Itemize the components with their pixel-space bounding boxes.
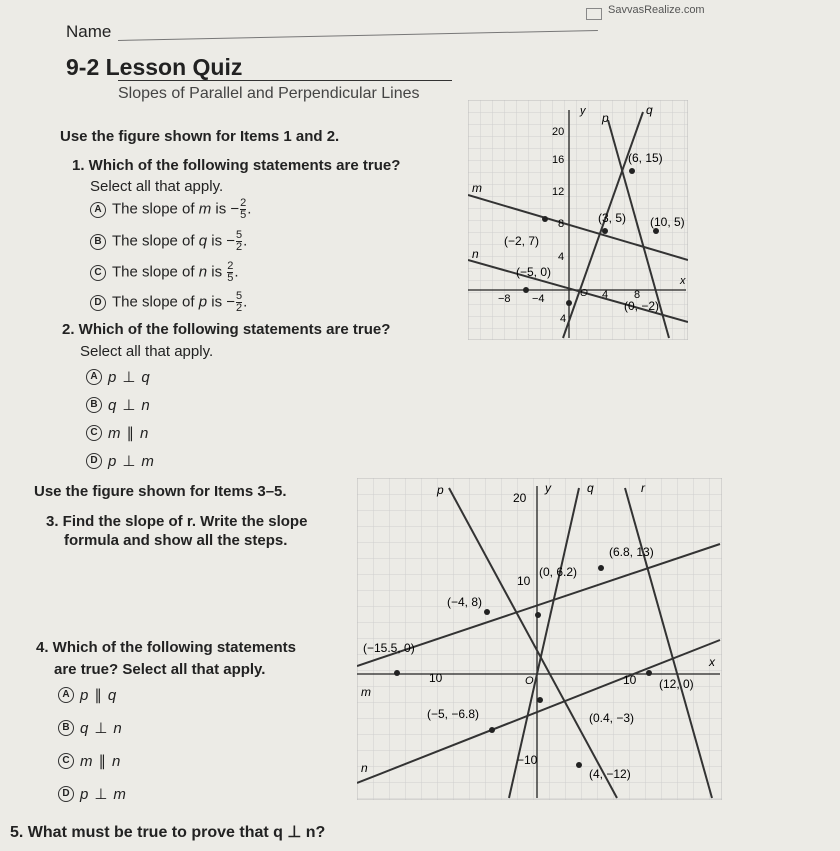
g1-tick: −8 [498,293,511,305]
g1-point-label: (0, −2) [624,299,660,313]
g2-point-label: (−5, −6.8) [427,707,480,721]
g1-tick: 4 [560,313,567,325]
g1-tick: 12 [552,186,565,198]
option-letter-circle[interactable]: D [86,453,102,469]
option-sign: − [226,232,235,250]
q1-select: Select all that apply. [90,178,224,195]
relation-option[interactable] [58,686,116,704]
g1-point-label: (6, 15) [628,151,663,165]
g2-origin: O [525,675,534,687]
option-letter-circle[interactable]: B [90,234,106,250]
option-letter-circle[interactable]: A [90,202,106,218]
option-mid: is [207,232,227,250]
relation-right: q [141,368,150,386]
g1-point-label: (10, 5) [650,215,685,229]
g2-point [598,565,604,571]
option-pre: The slope of [112,232,199,250]
g1-point [523,287,529,293]
option-fraction [236,230,242,253]
option-post: . [247,200,252,218]
relation-right: n [112,752,121,770]
g2-point-label: (0, 6.2) [539,565,578,579]
g2-point [646,670,652,676]
option-post: . [243,232,248,250]
brand-text: SavvasRealize.com [608,4,705,16]
g2-point-label: (12, 0) [659,677,694,691]
g1-line-label: p [602,111,609,125]
relation-operator: ∥ [126,425,134,442]
g1-line-label: n [472,247,479,261]
g1-point [629,168,635,174]
g1-tick: 20 [552,126,565,138]
g2-point-label: (0.4, −3) [589,711,635,725]
relation-left: q [108,396,117,414]
option-pre: The slope of [112,200,199,218]
page-title: 9-2 Lesson Quiz [66,54,243,80]
g2-line-label: n [361,761,368,775]
relation-operator: ∥ [94,687,102,704]
relation-operator: ⊥ [122,397,136,414]
g2-line-label: q [587,481,594,495]
graph1 [468,100,688,340]
option-fraction [240,198,246,221]
g1-y-label: y [580,105,586,117]
g1-tick: 4 [602,289,609,301]
fraction-denominator: 5 [227,272,234,284]
g2-point [394,670,400,676]
relation-option[interactable] [58,785,126,803]
q1-option[interactable] [90,198,251,221]
q3-line2: formula and show all the steps. [64,532,288,549]
g2-point [535,612,541,618]
option-post: . [243,293,248,311]
q1-option[interactable] [90,230,247,253]
q3-line1: 3. Find the slope of r. Write the slope [46,513,308,530]
g2-point-label: (4, −12) [589,767,631,781]
name-line [118,30,598,41]
option-var: q [198,232,208,250]
q5-stem: 5. What must be true to prove that q ⊥ n? [10,824,326,841]
option-fraction [236,291,242,314]
relation-left: q [80,719,89,737]
relation-operator: ⊥ [94,786,108,803]
fraction-denominator: 2 [236,302,243,314]
q1-stem: 1. Which of the following statements are true? [72,157,401,174]
relation-operator: ⊥ [94,720,108,737]
g1-line-label: q [646,103,653,117]
graph2 [357,478,722,800]
relation-left: m [80,752,93,770]
q4-line2: are true? Select all that apply. [54,661,266,678]
q2-select: Select all that apply. [80,343,214,360]
g1-tick: 8 [634,289,641,301]
option-var: n [198,263,208,281]
g2-tick: 20 [513,491,527,505]
option-letter-circle[interactable]: C [90,265,106,281]
fraction-numerator: 5 [236,290,243,302]
relation-option[interactable] [86,424,148,442]
option-text [112,230,247,253]
g2-point [576,762,582,768]
g1-point-label: (−2, 7) [504,234,540,248]
relation-right: m [113,785,126,803]
option-letter-circle[interactable]: C [86,425,102,441]
option-text [112,291,247,314]
g1-tick: 8 [558,218,565,230]
title-divider [118,80,452,81]
relation-option[interactable] [86,368,150,386]
g1-line-label: m [472,181,482,195]
relation-operator: ∥ [98,753,106,770]
g1-point-label: (3, 5) [598,211,627,225]
name-label: Name [66,22,112,41]
g2-line-label: r [641,481,645,495]
q4-line1: 4. Which of the following statements [36,639,297,656]
relation-right: q [107,686,117,704]
option-letter-circle[interactable]: D [58,786,74,802]
g2-tick: −10 [517,753,538,767]
g2-point-label: (−4, 8) [447,595,483,609]
relation-operator: ⊥ [122,369,136,386]
option-letter-circle[interactable]: D [90,295,106,311]
g1-tick: 4 [558,251,565,263]
g1-point [602,228,608,234]
relation-left: p [80,785,89,803]
g2-tick: 10 [623,673,637,687]
relation-option[interactable] [58,719,122,737]
g1-point [542,216,548,222]
option-letter-circle[interactable]: C [58,753,74,769]
relation-option[interactable] [86,396,150,414]
g1-tick: 16 [552,154,565,166]
g2-line-label: m [361,685,371,699]
g2-x-label: x [709,655,715,669]
q2-stem: 2. Which of the following statements are true? [62,321,391,338]
relation-operator: ⊥ [122,453,136,470]
g1-point-label: (−5, 0) [516,265,552,279]
fraction-denominator: 5 [240,209,247,221]
g1-point [566,300,572,306]
relation-left: p [80,686,89,704]
option-sign: − [226,293,235,311]
q1-option[interactable] [90,291,247,314]
g1-tick: −4 [532,293,545,305]
g2-point [537,697,543,703]
option-letter-circle[interactable]: A [58,687,74,703]
fraction-numerator: 2 [227,260,234,272]
g2-line-label: p [437,483,444,497]
option-pre: The slope of [112,263,199,281]
option-mid: is [207,263,227,281]
option-var: m [198,200,212,218]
option-fraction [227,261,233,284]
g1-origin: O [580,288,588,299]
relation-right: n [141,396,150,414]
option-letter-circle[interactable]: A [86,369,102,385]
relation-left: p [108,452,117,470]
fraction-denominator: 2 [236,241,243,253]
g2-y-label: y [545,481,551,495]
relation-left: p [108,368,117,386]
option-sign: − [230,200,240,218]
section2-instruction: Use the figure shown for Items 3–5. [34,483,287,500]
fraction-numerator: 2 [240,197,247,209]
option-text [112,261,239,284]
relation-option[interactable] [58,752,120,770]
g2-point-label: (6.8, 13) [609,545,654,559]
g2-point [489,727,495,733]
relation-right: n [113,719,122,737]
option-letter-circle[interactable]: B [58,720,74,736]
option-mid: is [211,200,231,218]
relation-right: m [141,452,154,470]
relation-option[interactable] [86,452,154,470]
option-text [112,198,251,221]
option-var: p [198,293,208,311]
g1-x-label: x [680,275,686,287]
relation-left: m [108,424,121,442]
section1-instruction: Use the figure shown for Items 1 and 2. [60,128,340,145]
option-pre: The slope of [112,293,199,311]
g2-tick: 10 [429,671,443,685]
g2-tick: 10 [517,574,531,588]
relation-right: n [140,424,149,442]
g2-point [484,609,490,615]
brand-logo-icon [586,8,602,20]
fraction-numerator: 5 [236,229,243,241]
option-mid: is [207,293,227,311]
option-post: . [234,263,239,281]
q1-option[interactable] [90,261,239,284]
page-subtitle: Slopes of Parallel and Perpendicular Lines [118,85,420,102]
option-letter-circle[interactable]: B [86,397,102,413]
g2-point-label: (−15.5, 0) [363,641,415,655]
